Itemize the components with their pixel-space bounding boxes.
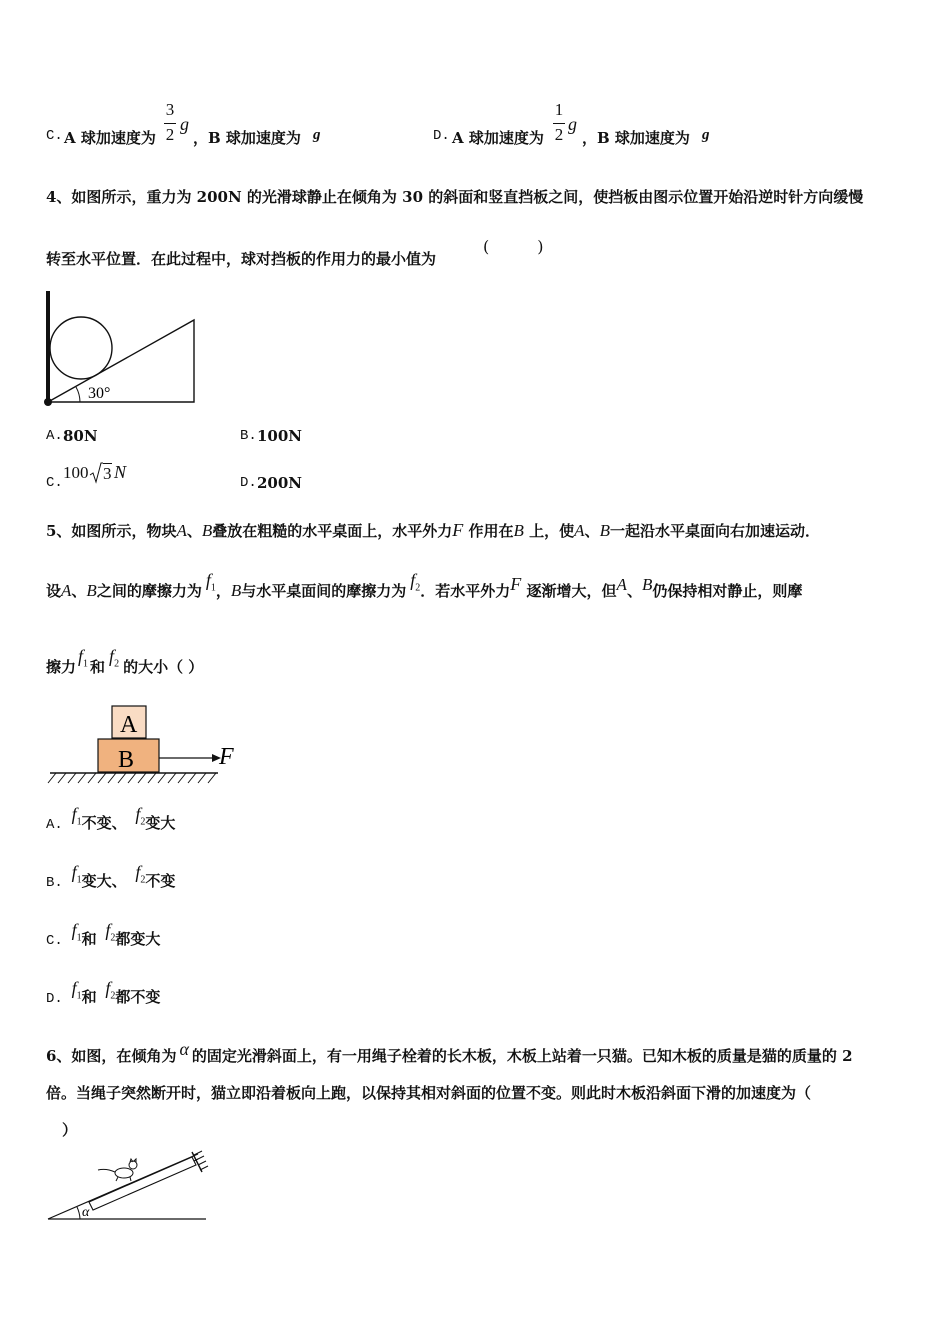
fraction-bar [164, 123, 176, 124]
radicand: 3 [103, 464, 112, 483]
friction-f1 [205, 570, 216, 594]
f-symbol: f [71, 978, 77, 998]
friction-f1 [71, 978, 82, 1002]
text: 逐渐增大，但 [526, 582, 617, 600]
q5-option-c [46, 920, 161, 952]
subscript: 2 [110, 990, 116, 1002]
option-d-prefix: D. [240, 475, 257, 491]
q6-figure [46, 1150, 211, 1225]
fraction-denominator: 2 [165, 125, 175, 144]
friction-f2 [135, 862, 146, 886]
q6-stem-line-1 [46, 1039, 853, 1066]
f-symbol: f [105, 920, 111, 940]
block-b-label: B [86, 581, 97, 600]
option-d-text: 200N [257, 474, 303, 492]
f-symbol: f [71, 862, 77, 882]
text: 的固定光滑斜面上，有一用绳子栓着的长木板，木板上站着一只猫。已知木板的质量是猫的质量的 2 [191, 1047, 853, 1065]
option-d-text-2: ，B 球加速度为 [582, 129, 690, 147]
text: ， [215, 582, 231, 600]
friction-f2 [105, 978, 116, 1002]
block-a-label: A [61, 581, 72, 600]
friction-f1 [78, 646, 89, 670]
q5-figure [46, 702, 241, 790]
option-c-prefix: C. [46, 475, 63, 491]
alpha-symbol: α [179, 1039, 189, 1059]
q4-figure [40, 288, 205, 410]
radical-sign-icon [89, 462, 103, 484]
text: 叠放在粗糙的水平桌面上，水平外力 [212, 522, 453, 540]
option-text: 不变、 [81, 814, 127, 832]
subscript: 1 [210, 582, 216, 594]
q6-stem-line-2: 倍。当绳子突然断开时，猫立即沿着板向上跑，以保持其相对斜面的位置不变。则此时木板沿斜面下滑的加速度为（ [46, 1084, 812, 1102]
q5-stem-line-2 [46, 570, 803, 604]
option-d-prefix: D. [433, 128, 450, 144]
answer-paren: ( ) [483, 237, 544, 256]
f-symbol: f [109, 646, 115, 666]
option-text: 和 [81, 930, 97, 948]
q5-option-b [46, 862, 176, 894]
option-a-prefix: A. [46, 428, 63, 444]
force-f-label: F [510, 574, 522, 594]
friction-f2 [410, 570, 421, 594]
option-c-coefficient: 100 [63, 463, 89, 482]
text: 和 [90, 658, 106, 676]
block-a-label: A [176, 521, 187, 540]
subscript: 1 [76, 874, 82, 886]
option-text: 变大、 [81, 872, 127, 890]
f-symbol: f [78, 646, 84, 666]
block-b-label: B [641, 575, 653, 594]
symbol-g: g [180, 114, 189, 134]
text: 、 [186, 522, 202, 540]
option-prefix: A. [46, 817, 63, 833]
fraction-numerator: 1 [554, 100, 564, 119]
q4-stem-line-1: 4、如图所示，重力为 200N 的光滑球静止在倾角为 30 的斜面和竖直挡板之间，使挡板由图示位置开始沿逆时针方向缓慢 [46, 188, 864, 206]
text: 擦力 [46, 658, 77, 676]
unit-n: N [114, 462, 127, 482]
symbol-g: g [313, 127, 321, 143]
alpha-label: α [82, 1205, 90, 1220]
option-text: 和 [81, 988, 97, 1006]
subscript: 1 [83, 658, 89, 670]
force-f-text: F [219, 744, 234, 770]
text: ．若水平外力 [420, 582, 511, 600]
f-symbol: f [71, 920, 77, 940]
block-b-label: B [513, 521, 524, 540]
angle-arc [77, 1207, 80, 1219]
text: 、 [584, 522, 600, 540]
incline-triangle [48, 320, 194, 402]
friction-f1 [71, 862, 82, 886]
text: 、 [626, 582, 642, 600]
f-symbol: f [71, 804, 77, 824]
smooth-ball [50, 317, 112, 379]
friction-f2 [109, 646, 120, 670]
subscript: 2 [110, 932, 116, 944]
f-symbol: f [410, 570, 416, 590]
f-symbol: f [135, 862, 141, 882]
ground-hatch [48, 773, 216, 783]
wooden-board [89, 1157, 196, 1210]
subscript: 2 [140, 816, 146, 828]
option-prefix: C. [46, 933, 63, 949]
fraction-bar [553, 123, 565, 124]
text: 一起沿水平桌面向右加速运动． [609, 522, 820, 540]
block-b-label: B [599, 521, 610, 540]
subscript: 2 [140, 874, 146, 886]
angle-label: 30° [88, 385, 111, 402]
block-a-label: A [616, 575, 627, 594]
block-a-text: A [120, 712, 138, 738]
block-b-label: B [230, 581, 242, 600]
subscript: 2 [114, 658, 120, 670]
option-b-prefix: B. [240, 428, 257, 444]
option-c-prefix: C. [46, 128, 63, 144]
friction-f1 [71, 804, 82, 828]
block-a-label: A [574, 521, 585, 540]
option-text: 变大 [145, 814, 176, 832]
text: 之间的摩擦力为 [96, 582, 202, 600]
q5-stem-line-3 [46, 646, 204, 680]
fraction-denominator: 2 [554, 125, 564, 144]
text: 的大小（ ） [123, 658, 204, 676]
option-prefix: B. [46, 875, 63, 891]
subscript: 1 [76, 990, 82, 1002]
subscript: 1 [76, 932, 82, 944]
angle-arc [76, 387, 80, 402]
text: 5、如图所示，物块 [46, 522, 177, 540]
text: 、 [71, 582, 87, 600]
option-text: 不变 [145, 872, 176, 890]
q4-stem-line-2: 转至水平位置．在此过程中，球对挡板的作用力的最小值为 [46, 250, 437, 268]
subscript: 1 [76, 816, 82, 828]
option-b-text: 100N [257, 427, 303, 445]
option-text: 都不变 [115, 988, 161, 1006]
text: 设 [46, 582, 62, 600]
option-text: 都变大 [115, 930, 161, 948]
block-b-text: B [118, 747, 135, 773]
option-prefix: D. [46, 991, 63, 1007]
q5-option-a [46, 804, 176, 836]
friction-f2 [105, 920, 116, 944]
fraction-numerator: 3 [165, 100, 175, 119]
symbol-g: g [702, 127, 710, 143]
f-symbol: f [135, 804, 141, 824]
friction-f1 [71, 920, 82, 944]
text: 作用在 [468, 522, 514, 540]
option-a-text: 80N [63, 427, 98, 445]
option-c-text: A 球加速度为 [64, 129, 156, 147]
text: 上，使 [529, 522, 575, 540]
force-f-label: F [452, 520, 464, 540]
cat-icon [98, 1159, 137, 1181]
q6-stem-line-3: ） [62, 1121, 78, 1139]
symbol-g: g [568, 114, 577, 134]
text: 与水平桌面间的摩擦力为 [241, 582, 407, 600]
block-b-label: B [201, 521, 213, 540]
text: 仍保持相对静止，则摩 [652, 582, 803, 600]
text: 6、如图，在倾角为 [46, 1047, 177, 1065]
option-d-text: A 球加速度为 [452, 129, 544, 147]
q5-option-d [46, 978, 161, 1010]
q5-stem-line-1 [46, 520, 820, 541]
option-c-text-2: ，B 球加速度为 [193, 129, 301, 147]
subscript: 2 [415, 582, 421, 594]
f-symbol: f [105, 978, 111, 998]
friction-f2 [135, 804, 146, 828]
f-symbol: f [205, 570, 211, 590]
